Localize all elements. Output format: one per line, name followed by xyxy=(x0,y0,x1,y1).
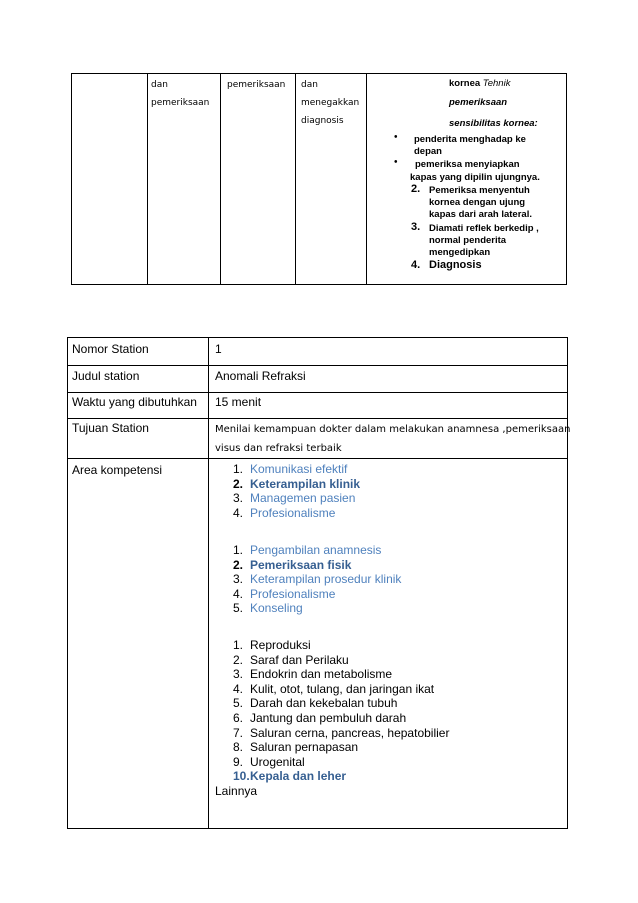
cell-col3: pemeriksaan xyxy=(227,80,286,90)
list-item: 1. Pengambilan anamnesis xyxy=(233,543,382,557)
list-item: 10.Kepala dan leher xyxy=(233,769,347,784)
list-item: 2. Pemeriksaan fisik xyxy=(233,557,352,572)
skills-list xyxy=(233,543,553,616)
column-divider xyxy=(208,338,209,828)
list-item: 4. Profesionalisme xyxy=(233,586,336,601)
list-item: 1. Komunikasi efektif xyxy=(233,462,348,476)
list-item: 2. Saraf dan Perilaku xyxy=(233,652,349,667)
row-label: Waktu yang dibutuhkan xyxy=(72,395,197,409)
list-item: 2. Keterampilan klinik xyxy=(233,476,361,491)
list-item: 5. Konseling xyxy=(233,601,303,616)
row-value: Menilai kemampuan dokter dalam melakukan anamnesa ,pemeriksaan visus dan refraksi terbaik xyxy=(215,424,571,454)
list-item: 6. Jantung dan pembuluh darah xyxy=(233,710,407,725)
list-item: 8. Saluran pernapasan xyxy=(233,740,359,755)
list-item: 3. Endokrin dan metabolisme xyxy=(233,667,393,682)
list-item: 1. Reproduksi xyxy=(233,638,311,652)
list-item: 9. Urogenital xyxy=(233,754,305,769)
column-divider xyxy=(147,74,148,284)
row-value: 1 xyxy=(215,342,222,356)
row-label: Tujuan Station xyxy=(72,421,149,435)
column-divider xyxy=(366,74,367,284)
row-label: Area kompetensi xyxy=(72,463,163,477)
row-divider xyxy=(68,458,567,459)
row-divider xyxy=(68,418,567,419)
list-item: 3. Keterampilan prosedur klinik xyxy=(233,572,402,587)
list-item: 4. Kulit, otot, tulang, dan jaringan ikat xyxy=(233,681,435,696)
row-divider xyxy=(68,365,567,366)
procedure-table: dan pemeriksaan pemeriksaan dan menegakkan diagnosis kornea Tehnik pemeriksaan sensibilitas kornea: • penderita menghadap ke depan • pemeriksa menyiapkan kapas yang dipilin ujungnya. 2. Pemeriksa menyentuh kornea dengan ujung kapas dari arah lateral. 3. Diamati reflek berkedip , normal penderita mengedipkan 4. Diagnosis xyxy=(71,73,567,285)
list-item: 7. Saluran cerna, pancreas, hepatobilier xyxy=(233,725,450,740)
competency-list xyxy=(233,462,553,520)
station-table xyxy=(67,337,571,829)
column-divider xyxy=(220,74,221,284)
other-label: Lainnya xyxy=(215,784,258,798)
column-divider xyxy=(295,74,296,284)
step-heading: kornea Tehnik xyxy=(449,78,511,89)
list-item: 4. Profesionalisme xyxy=(233,505,336,520)
list-item: 5. Darah dan kekebalan tubuh xyxy=(233,696,398,711)
row-label: Judul station xyxy=(72,369,140,383)
row-value: Anomali Refraksi xyxy=(215,369,306,383)
row-label: Nomor Station xyxy=(72,342,149,356)
list-item: 3. Managemen pasien xyxy=(233,491,356,506)
bullet-icon: • xyxy=(394,157,398,168)
row-value: 15 menit xyxy=(215,395,262,409)
row-divider xyxy=(68,392,567,393)
cell-col4: dan menegakkan diagnosis xyxy=(301,80,360,126)
cell-col2: dan pemeriksaan xyxy=(151,80,210,108)
bullet-icon: • xyxy=(394,132,398,143)
system-list xyxy=(233,638,553,784)
